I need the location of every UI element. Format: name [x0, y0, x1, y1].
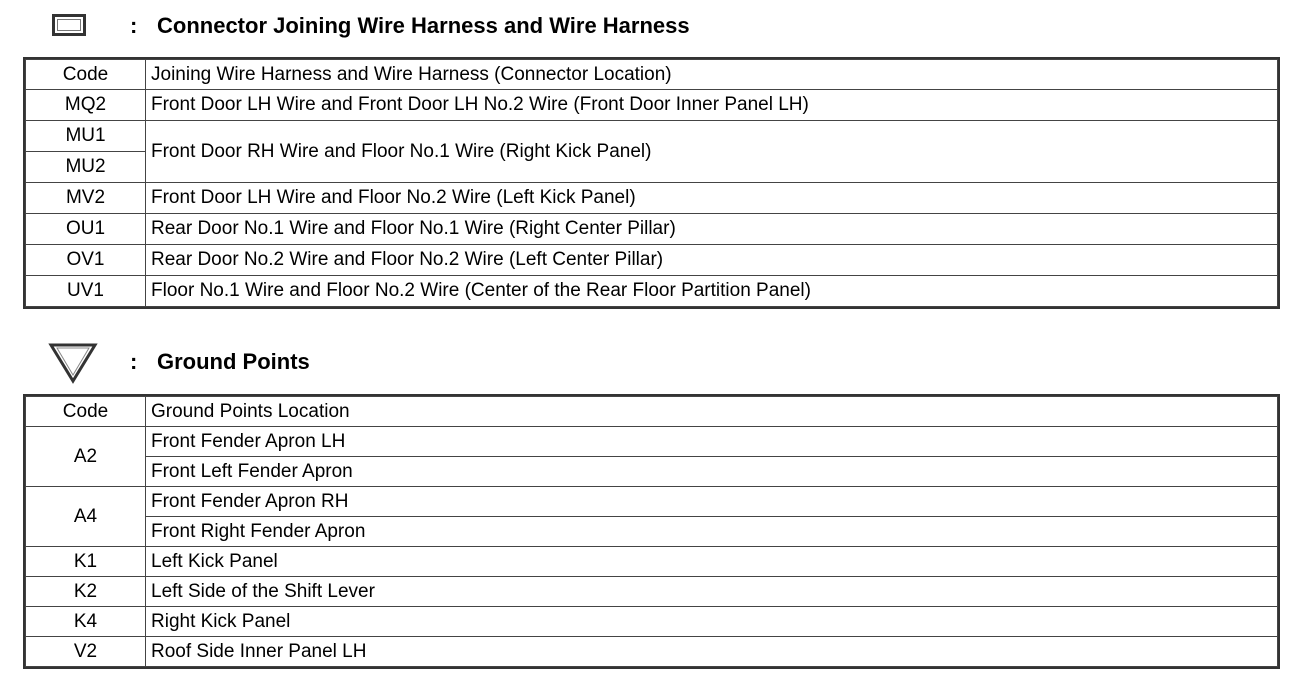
- connector-section-title: Connector Joining Wire Harness and Wire Harness: [157, 13, 690, 38]
- ground-row: [26, 637, 1278, 667]
- connector-description: Front Door LH Wire and Front Door LH No.2 Wire (Front Door Inner Panel LH): [146, 90, 1278, 121]
- connector-description: Rear Door No.2 Wire and Floor No.2 Wire (Left Center Pillar): [146, 245, 1278, 276]
- connector-row: [26, 276, 1278, 307]
- ground-row: [26, 547, 1278, 577]
- connector-code-cell: [26, 214, 146, 245]
- ground-header-row: [26, 397, 1278, 427]
- ground-header-description: Ground Points Location: [146, 397, 1278, 427]
- connector-code: OV1: [66, 249, 105, 270]
- ground-header-code: Code: [26, 397, 146, 427]
- ground-row: [26, 427, 1278, 457]
- connector-code: MV2: [65, 187, 106, 208]
- connector-row: [26, 121, 1278, 183]
- connector-header-description: Joining Wire Harness and Wire Harness (Connector Location): [146, 60, 1278, 90]
- connector-code-cell: [26, 276, 146, 307]
- ground-row: [26, 487, 1278, 517]
- connector-header-code: Code: [26, 60, 146, 90]
- ground-code: K2: [26, 577, 146, 607]
- connector-code: UV1: [67, 280, 104, 301]
- ground-heading-colon: :: [130, 349, 138, 374]
- ground-location: Front Fender Apron LH: [146, 427, 1278, 457]
- connector-code: MU1: [65, 125, 106, 146]
- ground-location: Front Fender Apron RH: [146, 487, 1278, 517]
- connector-code: OU1: [65, 218, 106, 239]
- ground-code: A4: [26, 487, 146, 547]
- ground-location: Front Left Fender Apron: [146, 457, 1278, 487]
- connector-description: Front Door LH Wire and Floor No.2 Wire (Left Kick Panel): [146, 183, 1278, 214]
- ground-section-title: Ground Points: [157, 349, 310, 374]
- ground-triangle-icon: [48, 342, 98, 384]
- ground-row: [26, 607, 1278, 637]
- ground-table: [25, 396, 1278, 667]
- ground-code: K4: [26, 607, 146, 637]
- ground-location: Roof Side Inner Panel LH: [146, 637, 1278, 667]
- ground-location: Right Kick Panel: [146, 607, 1278, 637]
- connector-description: Floor No.1 Wire and Floor No.2 Wire (Center of the Rear Floor Partition Panel): [146, 276, 1278, 307]
- connector-row: [26, 245, 1278, 276]
- connector-code: MQ2: [64, 94, 107, 115]
- connector-heading-colon: :: [130, 13, 138, 38]
- ground-location: Front Right Fender Apron: [146, 517, 1278, 547]
- ground-row: [26, 577, 1278, 607]
- ground-code: A2: [26, 427, 146, 487]
- connector-description: Front Door RH Wire and Floor No.1 Wire (Right Kick Panel): [146, 121, 1278, 183]
- connector-code: MU2: [26, 151, 145, 182]
- connector-table: [25, 59, 1278, 307]
- connector-code-cell: [26, 90, 146, 121]
- connector-code-cell: [26, 245, 146, 276]
- connector-code-cell: [26, 183, 146, 214]
- ground-row: [26, 517, 1278, 547]
- connector-description: Rear Door No.1 Wire and Floor No.1 Wire (Right Center Pillar): [146, 214, 1278, 245]
- connector-code-cell: [26, 121, 146, 183]
- connector-box-icon: [52, 14, 86, 36]
- ground-location: Left Side of the Shift Lever: [146, 577, 1278, 607]
- ground-code: K1: [26, 547, 146, 577]
- ground-code: V2: [26, 637, 146, 667]
- connector-header-row: [26, 60, 1278, 90]
- ground-location: Left Kick Panel: [146, 547, 1278, 577]
- connector-row: [26, 183, 1278, 214]
- ground-row: [26, 457, 1278, 487]
- connector-row: [26, 90, 1278, 121]
- connector-row: [26, 214, 1278, 245]
